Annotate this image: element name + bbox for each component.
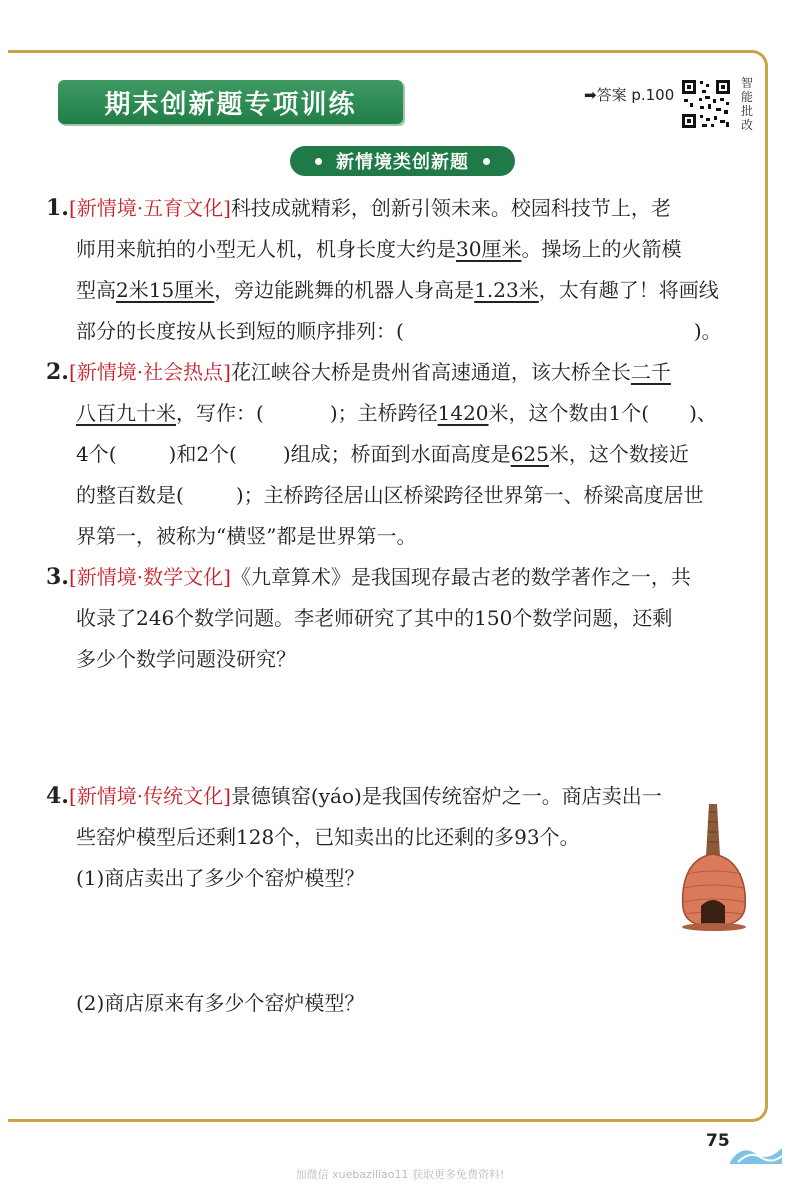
question-text: 。操场上的火箭模 xyxy=(521,237,682,261)
question-list xyxy=(46,188,758,1024)
question-text: 花江峡谷大桥是贵州省高速通道，该大桥全长 xyxy=(230,360,631,384)
question-text: ，太有趣了！将画线 xyxy=(538,278,719,302)
question-text: 的整百数是( xyxy=(76,483,184,507)
smart-grading-label: 智能批改 xyxy=(740,76,753,132)
qr-code-icon[interactable] xyxy=(680,78,732,130)
question-1 xyxy=(46,188,758,352)
sub-question-2: (2)商店原来有多少个窑炉模型？ xyxy=(76,991,365,1015)
section-title xyxy=(290,146,515,176)
answer-space[interactable] xyxy=(46,899,758,983)
underlined-number: 二千 xyxy=(630,360,671,384)
question-number: 2. xyxy=(46,359,69,385)
question-text: 收录了246个数学问题。李老师研究了其中的150个数学问题，还剩 xyxy=(76,606,673,630)
question-text: )；主桥跨径居山区桥梁跨径世界第一、桥梁高度居世 xyxy=(235,483,704,507)
bullet-dot-icon xyxy=(315,158,322,165)
question-text: ，旁边能跳舞的机器人身高是 xyxy=(214,278,475,302)
wave-decoration-icon xyxy=(728,1140,784,1166)
question-text: )、 xyxy=(689,401,717,425)
question-text: )。 xyxy=(693,319,722,343)
question-2 xyxy=(46,352,758,557)
underlined-length: 30厘米 xyxy=(456,237,522,261)
question-text: 部分的长度按从长到短的顺序排列：( xyxy=(76,319,404,343)
question-tag: [新情境·五育文化] xyxy=(68,196,231,220)
question-text: 景德镇窑(yáo)是我国传统窑炉之一。商店卖出一 xyxy=(230,784,662,808)
kiln-illustration xyxy=(679,802,749,932)
question-3 xyxy=(46,557,758,776)
underlined-length: 2米15厘米 xyxy=(116,278,215,302)
question-text: 界第一，被称为“横竖”都是世界第一。 xyxy=(76,524,417,548)
question-text: 4个( xyxy=(76,442,117,466)
section-title-text: 新情境类创新题 xyxy=(336,152,469,173)
answer-space[interactable] xyxy=(46,680,758,776)
underlined-number: 1420 xyxy=(437,401,489,425)
banner-title xyxy=(58,80,403,124)
page-number: 75 xyxy=(706,1131,730,1151)
question-text: ，写作：( xyxy=(176,401,264,425)
bullet-dot-icon xyxy=(483,158,490,165)
question-4 xyxy=(46,776,758,1024)
underlined-length: 1.23米 xyxy=(474,278,539,302)
watermark: 加微信 xuebaziliao11 获取更多免费资料! xyxy=(295,1168,505,1181)
question-text: 米，这个数由1个( xyxy=(488,401,650,425)
question-text: 多少个数学问题没研究？ xyxy=(76,647,296,671)
question-text: )和2个( xyxy=(168,442,237,466)
question-text: 师用来航拍的小型无人机，机身长度大约是 xyxy=(76,237,456,261)
underlined-number: 625 xyxy=(510,442,549,466)
question-number: 3. xyxy=(46,564,69,590)
question-text: )组成；桥面到水面高度是 xyxy=(282,442,511,466)
question-text: 型高 xyxy=(76,278,116,302)
question-tag: [新情境·传统文化] xyxy=(68,784,231,808)
question-text: 些窑炉模型后还剩128个，已知卖出的比还剩的多93个。 xyxy=(76,825,580,849)
question-tag: [新情境·社会热点] xyxy=(68,360,231,384)
question-text: 科技成就精彩，创新引领未来。校园科技节上，老 xyxy=(230,196,671,220)
sub-question-1: (1)商店卖出了多少个窑炉模型？ xyxy=(76,866,365,890)
answer-reference[interactable]: ➡答案 p.100 xyxy=(584,86,675,104)
question-number: 4. xyxy=(46,783,69,809)
question-tag: [新情境·数学文化] xyxy=(68,565,231,589)
question-text: )；主桥跨径 xyxy=(329,401,438,425)
question-text: 《九章算术》是我国现存最古老的数学著作之一，共 xyxy=(230,565,691,589)
underlined-number: 八百九十米 xyxy=(76,401,176,425)
banner-title-text: 期末创新题专项训练 xyxy=(104,89,357,120)
question-text: 米，这个数接近 xyxy=(548,442,689,466)
question-number: 1. xyxy=(46,195,69,221)
